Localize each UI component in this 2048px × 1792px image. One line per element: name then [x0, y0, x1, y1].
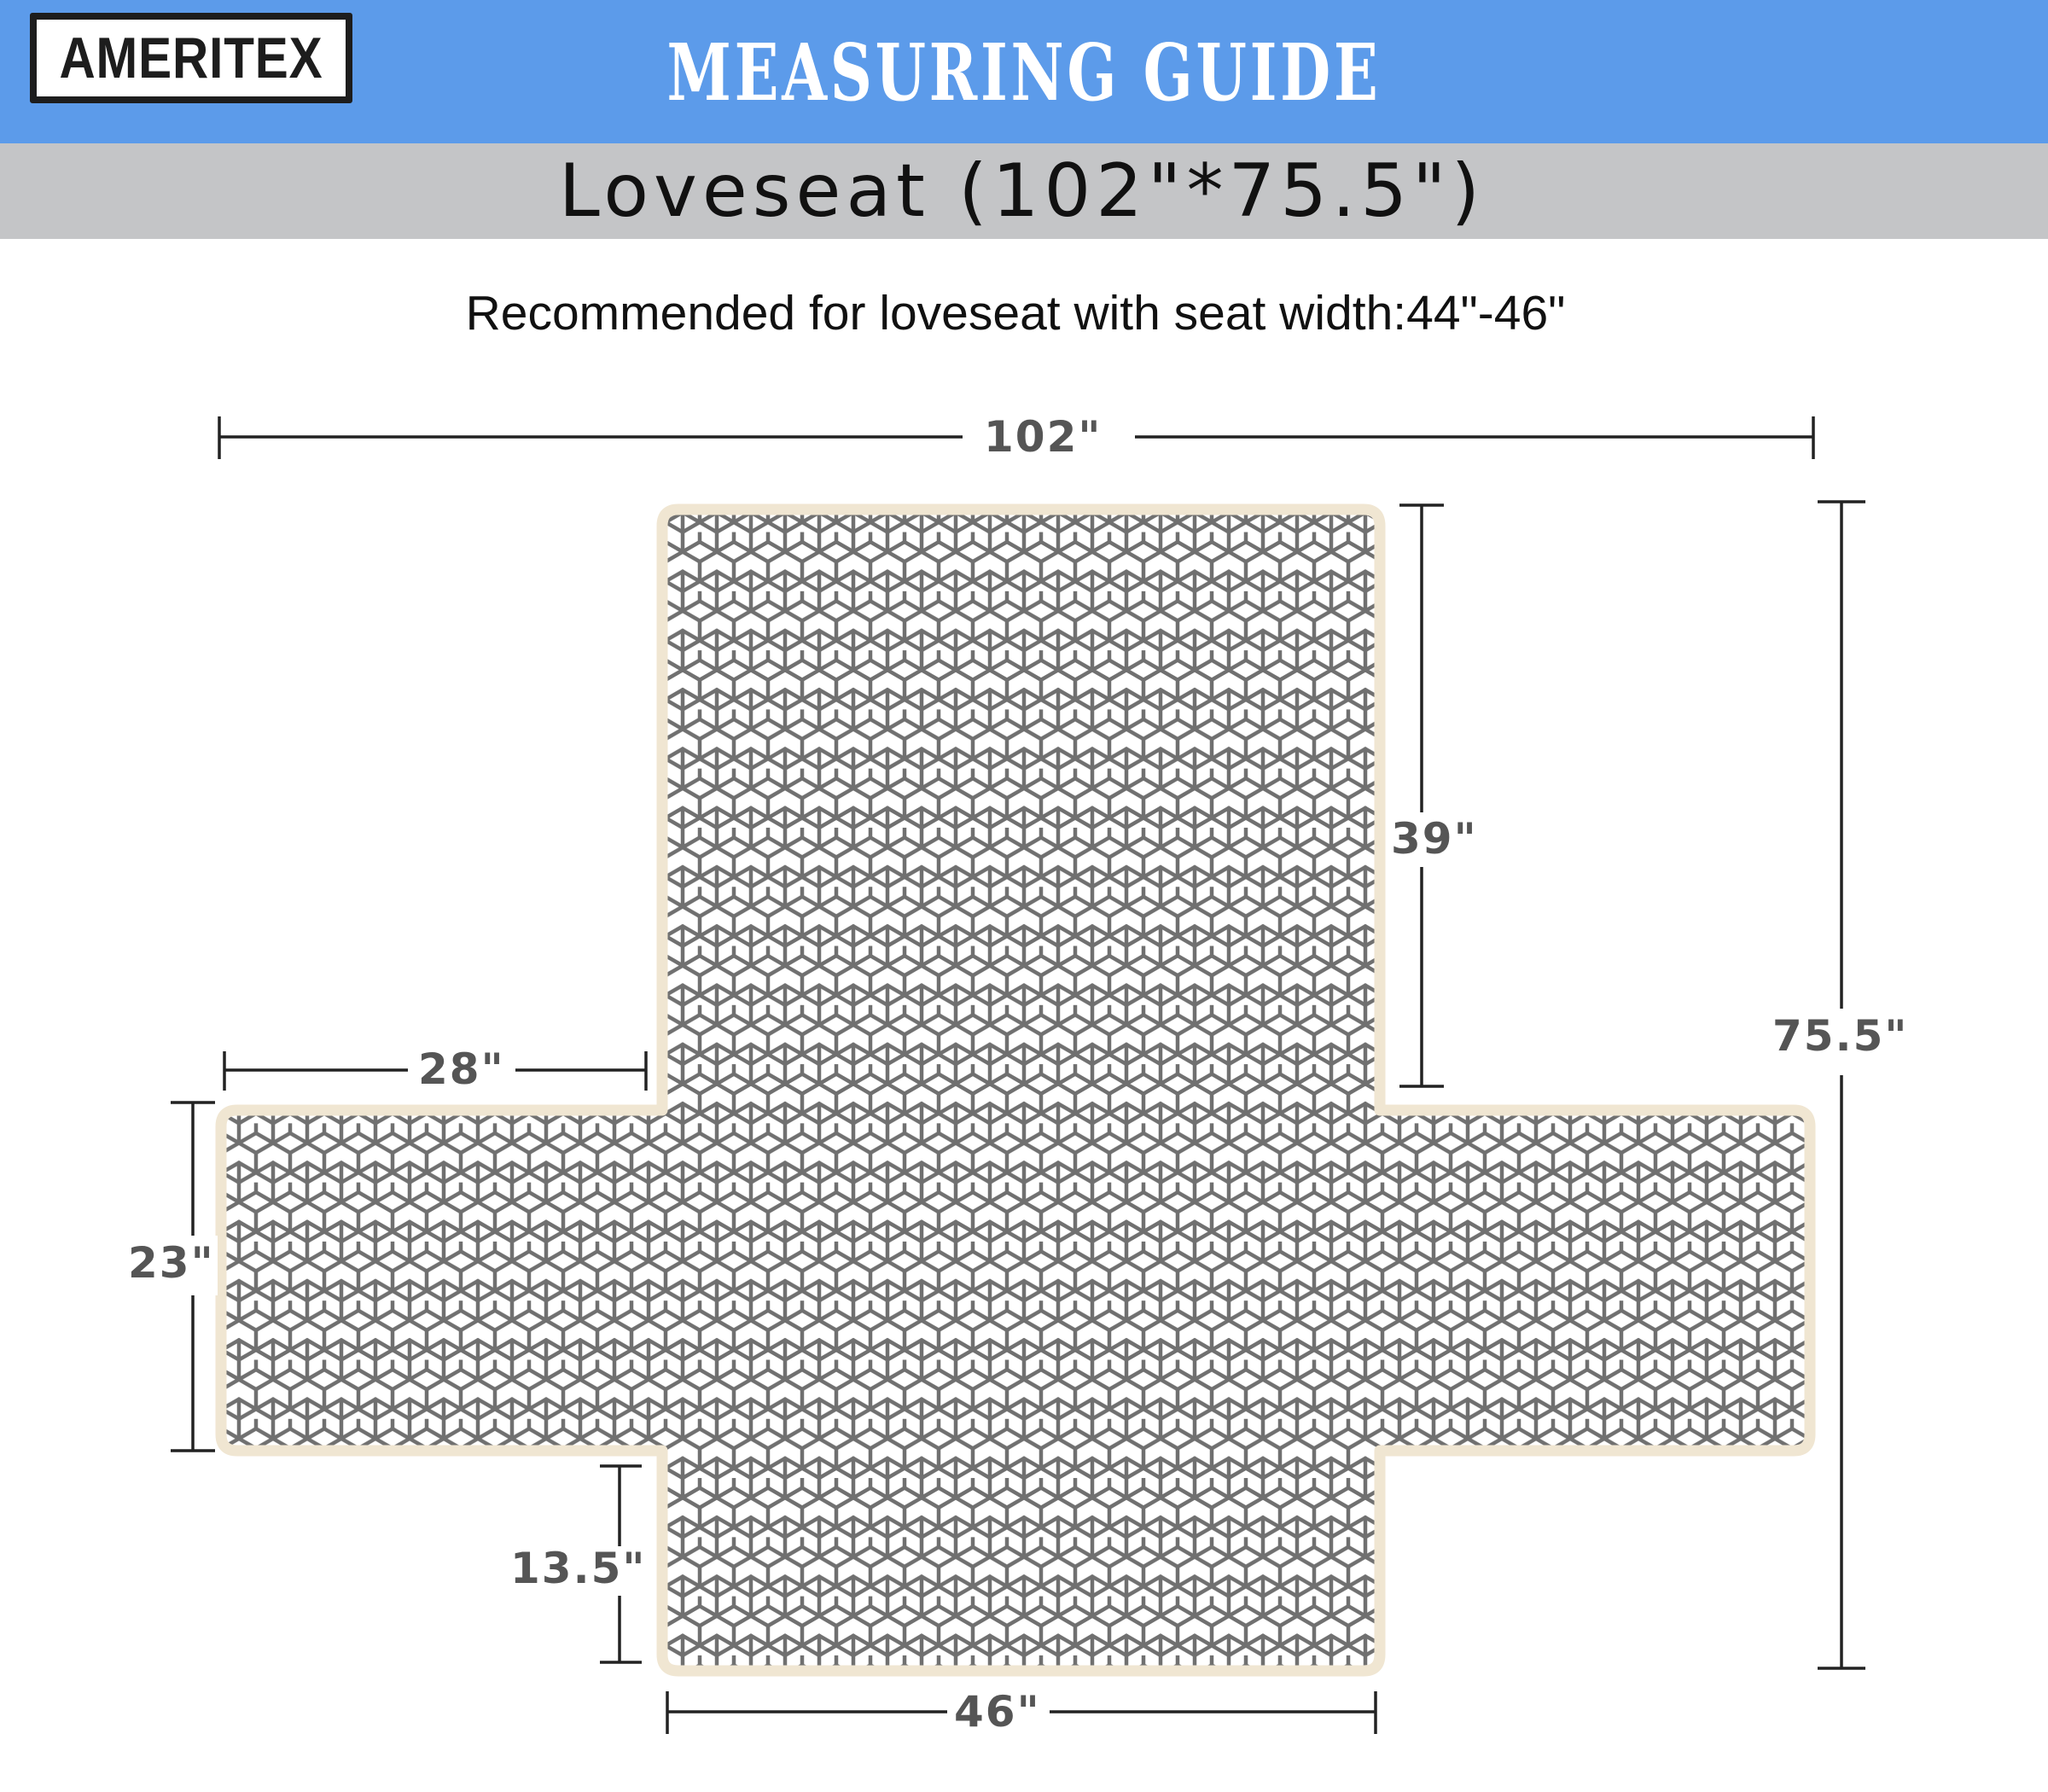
label-arm-width: 28" [418, 1044, 505, 1094]
label-seat-width: 46" [954, 1687, 1041, 1737]
dimension-back-height [1399, 505, 1444, 1086]
label-skirt-height: 13.5" [510, 1544, 647, 1593]
product-title: Loveseat (102"*75.5") [558, 148, 1486, 234]
label-arm-height: 23" [128, 1238, 215, 1288]
label-total-width: 102" [984, 412, 1103, 462]
guide-title: MEASURING GUIDE [666, 26, 1382, 119]
label-back-height: 39" [1391, 814, 1478, 864]
dimension-total-height [1818, 502, 1865, 1668]
recommendation-text: Recommended for loveseat with seat width:44"-46" [465, 286, 1566, 340]
brand-name: AMERITEX [59, 26, 323, 90]
label-total-height: 75.5" [1772, 1011, 1909, 1061]
